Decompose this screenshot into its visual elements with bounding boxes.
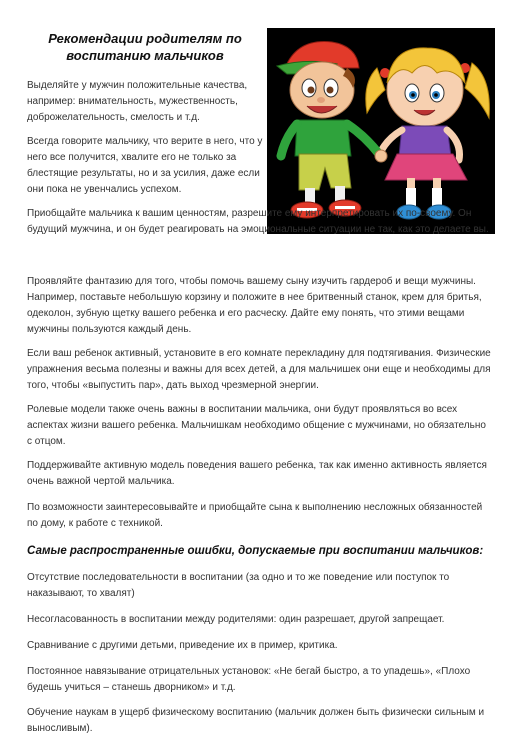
recommendation-paragraph: Ролевые модели также очень важны в воспитании мальчика, они будут проявляться во всех аспектах жизни вашего ребенка. Мальчишкам необходимо общение с мужчинами, но обязательно с отцом. [27,404,486,447]
recommendation-paragraph: Приобщайте мальчика к вашим ценностям, разрешите ему интерпретировать их по-своему. Он будущий мужчина, и он будет реагировать на эмоциональные ситуации не так, как это делаете вы. [27,208,489,235]
recommendation-paragraph: Выделяйте у мужчин положительные качества, например: внимательность, мужественность, доброжелательность, смелость и т.д. [27,80,248,123]
boy-and-girl-image [267,28,495,234]
page-title: Рекомендации родителям по воспитанию мальчиков [48,31,242,63]
girl-figure [366,48,490,219]
recommendation-paragraph: По возможности заинтересовывайте и приобщайте сына к выполнению несложных обязанностей по дому, к работе с техникой. [27,502,483,529]
boy-figure [277,42,387,218]
mistake-item: Постоянное навязывание отрицательных установок: «Не бегай быстро, а то упадешь», «Плохо будешь учиться – станешь дворником» и т.д. [27,666,471,693]
mistake-item: Обучение наукам в ущерб физическому воспитанию (мальчик должен быть физически сильным и выносливым). [27,707,485,734]
recommendation-paragraph: Проявляйте фантазию для того, чтобы помочь вашему сыну изучить гардероб и вещи мужчины. Например, поставьте небольшую корзину и положите в нее бритвенный станок, крем для бритья, одеколон, зубную щетку вашего ребенка и его расческу. Дайте ему понять, что этими вещами мужчины пользуются каждый день. [27,276,482,335]
kids-illustration [267,28,495,234]
mistake-item: Несогласованность в воспитании между родителями: один разрешает, другой запрещает. [27,614,445,625]
mistake-item: Отсутствие последовательности в воспитании (за одно и то же поведение или поступок то наказывают, то хвалят) [27,572,450,599]
recommendation-paragraph: Поддерживайте активную модель поведения вашего ребенка, так как именно активность является очень важной чертой мальчика. [27,460,487,487]
recommendation-paragraph: Если ваш ребенок активный, установите в его комнате перекладину для подтягивания. Физические упражнения весьма полезны и важны для всех детей, а для мальчишек они еще и необходимы для того, чтобы «выпустить пар», дать выход чрезмерной энергии. [27,348,491,391]
recommendation-paragraph: Всегда говорите мальчику, что верите в него, что у него все получится, хвалите его не только за блестящие результаты, но и за усилия, даже если они пока не увенчались успехом. [27,136,263,195]
mistake-item: Сравнивание с другими детьми, приведение их в пример, критика. [27,640,338,651]
mistakes-heading: Самые распространенные ошибки, допускаемые при воспитании мальчиков: [27,545,484,557]
